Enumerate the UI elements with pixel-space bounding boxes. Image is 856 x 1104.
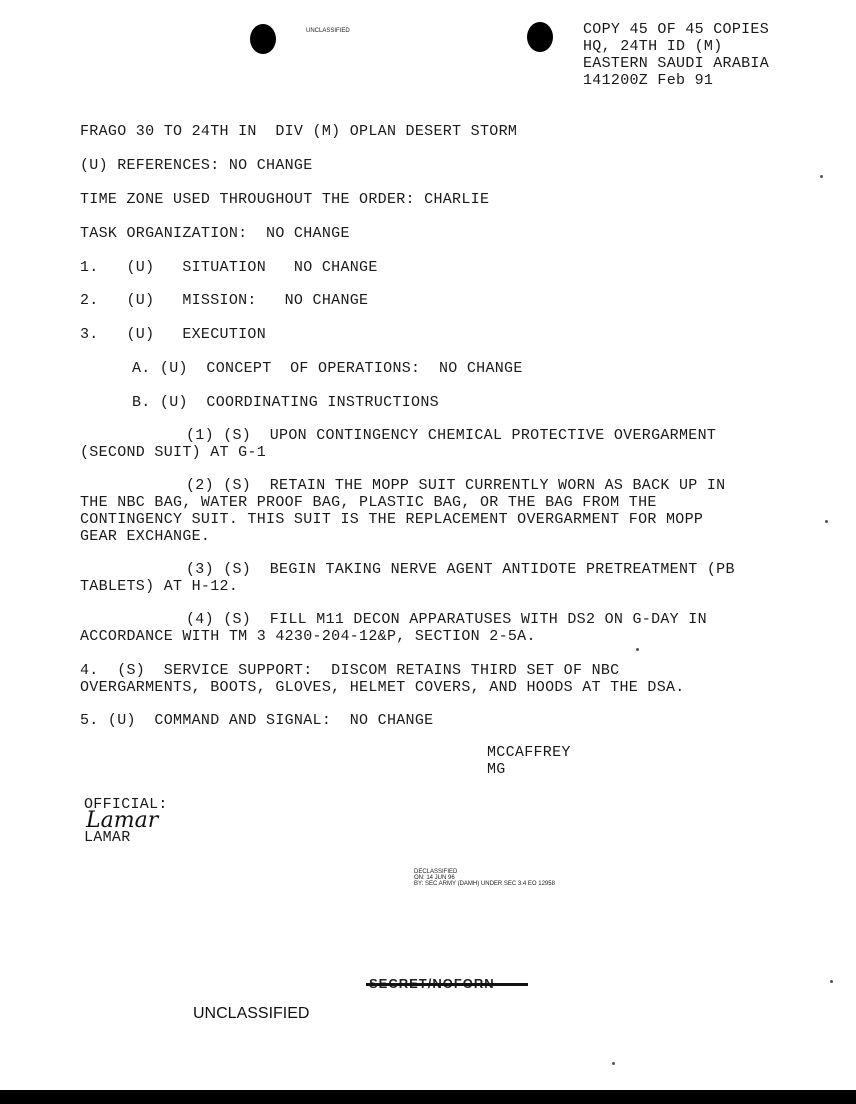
declass-stamp-line-3: BY: SEC ARMY (DAMH) UNDER SEC 3.4 EO 12958 <box>414 881 555 887</box>
item-3-line-2: TABLETS) AT H-12. <box>80 578 239 595</box>
copy-line: COPY 45 OF 45 COPIES <box>583 21 770 38</box>
scan-speck <box>825 520 828 523</box>
item-1-line-2: (SECOND SUIT) AT G-1 <box>80 444 267 461</box>
declass-stamp-line-2: ON: 14 JUN 96 <box>414 875 455 881</box>
item-2-line-2: THE NBC BAG, WATER PROOF BAG, PLASTIC BAG, OR THE BAG FROM THE <box>80 494 657 511</box>
frago-line: FRAGO 30 TO 24TH IN DIV (M) OPLAN DESERT STORM <box>80 123 518 140</box>
paragraph-3a-concept: A. (U) CONCEPT OF OPERATIONS: NO CHANGE <box>132 360 523 377</box>
bottom-classification: UNCLASSIFIED <box>193 1005 310 1022</box>
official-name: LAMAR <box>84 829 131 846</box>
references-line: (U) REFERENCES: NO CHANGE <box>80 157 313 174</box>
scan-speck <box>830 980 833 983</box>
punch-hole-right <box>527 22 553 52</box>
item-3-line-1: (3) (S) BEGIN TAKING NERVE AGENT ANTIDOTE PRETREATMENT (PB <box>186 561 735 578</box>
item-1-line-1: (1) (S) UPON CONTINGENCY CHEMICAL PROTECTIVE OVERGARMENT <box>186 427 717 444</box>
item-2-line-1: (2) (S) RETAIN THE MOPP SUIT CURRENTLY WORN AS BACK UP IN <box>186 477 726 494</box>
location-line: EASTERN SAUDI ARABIA <box>583 55 770 72</box>
task-organization-line: TASK ORGANIZATION: NO CHANGE <box>80 225 350 242</box>
scan-speck <box>612 1062 615 1065</box>
paragraph-3-execution: 3. (U) EXECUTION <box>80 326 267 343</box>
hq-line: HQ, 24TH ID (M) <box>583 38 723 55</box>
item-2-line-3: CONTINGENCY SUIT. THIS SUIT IS THE REPLACEMENT OVERGARMENT FOR MOPP <box>80 511 704 528</box>
paragraph-1-situation: 1. (U) SITUATION NO CHANGE <box>80 259 378 276</box>
scan-speck <box>636 648 639 651</box>
paragraph-5-command: 5. (U) COMMAND AND SIGNAL: NO CHANGE <box>80 712 434 729</box>
declass-stamp-line-1: DECLASSIFIED <box>414 869 458 875</box>
top-classification: UNCLASSIFIED <box>306 28 350 34</box>
paragraph-4-line-1: 4. (S) SERVICE SUPPORT: DISCOM RETAINS THIRD SET OF NBC <box>80 662 620 679</box>
time-zone-line: TIME ZONE USED THROUGHOUT THE ORDER: CHARLIE <box>80 191 490 208</box>
signature-name: MCCAFFREY <box>487 744 571 761</box>
item-4-line-1: (4) (S) FILL M11 DECON APPARATUSES WITH DS2 ON G-DAY IN <box>186 611 707 628</box>
paragraph-2-mission: 2. (U) MISSION: NO CHANGE <box>80 292 369 309</box>
scan-speck <box>820 175 823 178</box>
signature-rank: MG <box>487 761 506 778</box>
item-4-line-2: ACCORDANCE WITH TM 3 4230-204-12&P, SECTION 2-5A. <box>80 628 536 645</box>
official-label: OFFICIAL: <box>84 796 168 813</box>
punch-hole-left <box>250 24 276 54</box>
dtg-line: 141200Z Feb 91 <box>583 72 714 89</box>
paragraph-4-line-2: OVERGARMENTS, BOOTS, GLOVES, HELMET COVERS, AND HOODS AT THE DSA. <box>80 679 685 696</box>
official-signature: Lamar <box>86 808 159 833</box>
scan-edge-bar <box>0 1090 856 1104</box>
marking-strike-line <box>366 983 528 986</box>
paragraph-3b-coordinating: B. (U) COORDINATING INSTRUCTIONS <box>132 394 439 411</box>
item-2-line-4: GEAR EXCHANGE. <box>80 528 211 545</box>
